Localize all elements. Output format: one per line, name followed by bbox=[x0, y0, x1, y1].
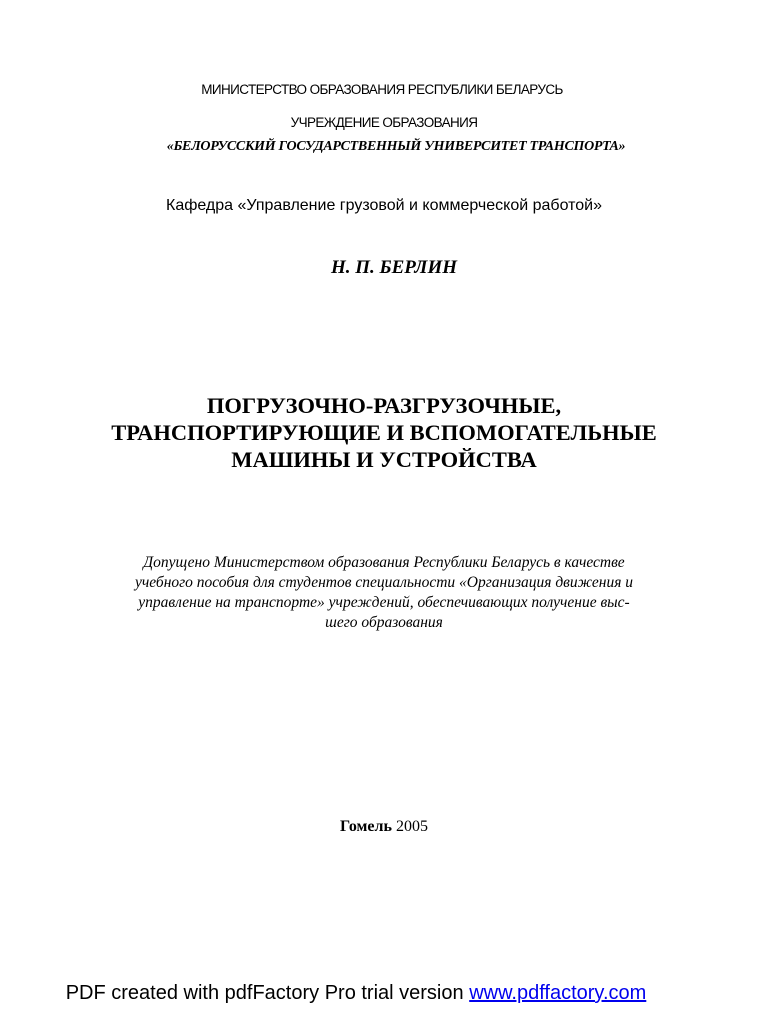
author-name: Н. П. БЕРЛИН bbox=[330, 257, 457, 278]
title-line: МАШИНЫ И УСТРОЙСТВА bbox=[231, 447, 537, 472]
book-title bbox=[0, 392, 768, 473]
footer-text: PDF created with pdfFactory Pro trial version bbox=[65, 982, 470, 1004]
footer-link[interactable]: www.pdffactory.com bbox=[469, 982, 647, 1004]
university-name: «БЕЛОРУССКИЙ ГОСУДАРСТВЕННЫЙ УНИВЕРСИТЕТ ТРАНСПОРТА» bbox=[166, 139, 626, 154]
institution-heading: УЧРЕЖДЕНИЕ ОБРАЗОВАНИЯ bbox=[290, 115, 478, 130]
approval-line: Допущено Министерством образования Республики Беларусь в качестве bbox=[143, 554, 625, 571]
approval-line: шего образования bbox=[325, 614, 443, 631]
pdf-footer bbox=[0, 982, 740, 1005]
approval-line: учебного пособия для студентов специальности «Организация движения и bbox=[134, 574, 634, 591]
imprint bbox=[0, 818, 768, 836]
ministry-heading: МИНИСТЕРСТВО ОБРАЗОВАНИЯ РЕСПУБЛИКИ БЕЛАРУСЬ bbox=[201, 82, 563, 97]
imprint-city: Гомель bbox=[340, 818, 392, 835]
approval-statement bbox=[0, 553, 768, 633]
approval-line: управление на транспорте» учреждений, обеспечивающих получение выс- bbox=[138, 594, 630, 611]
imprint-year: 2005 bbox=[395, 818, 428, 835]
title-line: ПОГРУЗОЧНО-РАЗГРУЗОЧНЫЕ, bbox=[206, 393, 562, 418]
title-line: ТРАНСПОРТИРУЮЩИЕ И ВСПОМОГАТЕЛЬНЫЕ bbox=[111, 420, 657, 445]
department-name: Кафедра «Управление грузовой и коммерческой работой» bbox=[166, 197, 602, 214]
